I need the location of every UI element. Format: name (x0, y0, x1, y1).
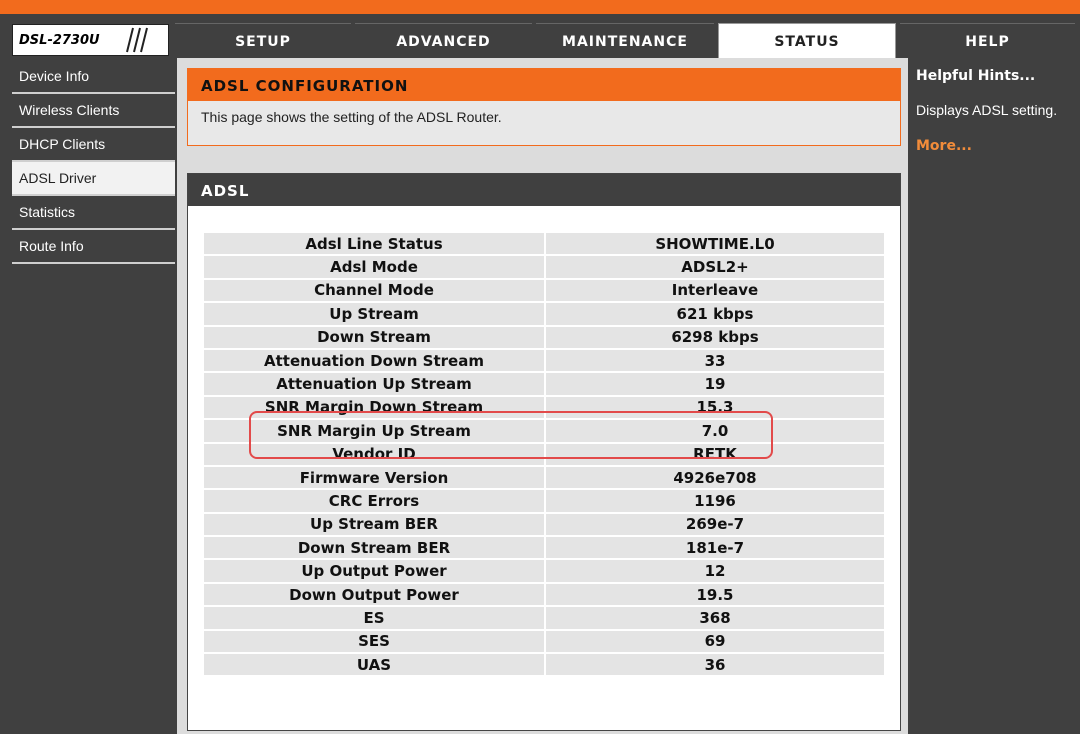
adsl-status-table (202, 231, 886, 677)
row-value: SHOWTIME.L0 (546, 233, 884, 254)
row-label: SNR Margin Down Stream (204, 397, 544, 418)
row-label: Attenuation Down Stream (204, 350, 544, 371)
row-value: 69 (546, 631, 884, 652)
adsl-status-section (187, 173, 901, 731)
row-value: 36 (546, 654, 884, 675)
row-value: 6298 kbps (546, 327, 884, 348)
hints-text: Displays ADSL setting. (916, 102, 1058, 118)
row-value: 12 (546, 560, 884, 581)
section-description: This page shows the setting of the ADSL Router. (201, 109, 502, 125)
section-title: ADSL CONFIGURATION (188, 69, 900, 101)
model-logo (12, 24, 169, 56)
row-value: Interleave (546, 280, 884, 301)
table-row (204, 560, 884, 581)
sidebar-item-wireless-clients[interactable]: Wireless Clients (12, 94, 175, 128)
row-label: Up Stream BER (204, 514, 544, 535)
row-value: 19 (546, 373, 884, 394)
slashes-icon (113, 26, 153, 54)
helpful-hints-panel (910, 58, 1078, 734)
row-label: Adsl Mode (204, 256, 544, 277)
hints-more-link[interactable]: More... (916, 138, 972, 154)
row-value: 4926e708 (546, 467, 884, 488)
row-value: 269e-7 (546, 514, 884, 535)
table-row (204, 303, 884, 324)
row-value: 19.5 (546, 584, 884, 605)
sidebar-item-dhcp-clients[interactable]: DHCP Clients (12, 128, 175, 162)
row-label: Up Stream (204, 303, 544, 324)
table-row (204, 607, 884, 628)
tab-status[interactable]: STATUS (718, 23, 896, 59)
adsl-section-title: ADSL (188, 174, 900, 206)
row-value: ADSL2+ (546, 256, 884, 277)
table-row (204, 654, 884, 675)
row-label: SNR Margin Up Stream (204, 420, 544, 441)
table-row (204, 397, 884, 418)
row-value: 33 (546, 350, 884, 371)
row-label: CRC Errors (204, 490, 544, 511)
row-value: 7.0 (546, 420, 884, 441)
row-label: Down Stream (204, 327, 544, 348)
table-row (204, 256, 884, 277)
model-name: DSL-2730U (19, 33, 100, 48)
row-label: SES (204, 631, 544, 652)
tab-help[interactable]: HELP (900, 23, 1075, 56)
table-row (204, 327, 884, 348)
table-row (204, 584, 884, 605)
table-row (204, 444, 884, 465)
table-row (204, 631, 884, 652)
row-label: Vendor ID (204, 444, 544, 465)
row-value: 368 (546, 607, 884, 628)
table-row (204, 490, 884, 511)
row-value: 181e-7 (546, 537, 884, 558)
row-label: Attenuation Up Stream (204, 373, 544, 394)
adsl-configuration-section (187, 68, 901, 146)
row-label: Adsl Line Status (204, 233, 544, 254)
main-panel (177, 58, 908, 734)
row-value: 621 kbps (546, 303, 884, 324)
row-label: Up Output Power (204, 560, 544, 581)
table-row (204, 537, 884, 558)
tab-advanced[interactable]: ADVANCED (355, 23, 532, 56)
tab-maintenance[interactable]: MAINTENANCE (536, 23, 714, 56)
row-value: RETK (546, 444, 884, 465)
hints-title: Helpful Hints... (916, 68, 1036, 84)
table-row (204, 280, 884, 301)
table-row (204, 420, 884, 441)
tab-setup[interactable]: SETUP (175, 23, 351, 56)
table-row (204, 350, 884, 371)
sidebar-item-device-info[interactable]: Device Info (12, 60, 175, 94)
row-value: 15.3 (546, 397, 884, 418)
row-label: Channel Mode (204, 280, 544, 301)
row-label: ES (204, 607, 544, 628)
table-row (204, 467, 884, 488)
top-orange-bar (0, 0, 1080, 14)
table-row (204, 233, 884, 254)
sidebar-item-route-info[interactable]: Route Info (12, 230, 175, 264)
sidebar (12, 60, 175, 264)
table-row (204, 373, 884, 394)
row-label: Down Stream BER (204, 537, 544, 558)
row-label: Firmware Version (204, 467, 544, 488)
sidebar-item-statistics[interactable]: Statistics (12, 196, 175, 230)
row-label: Down Output Power (204, 584, 544, 605)
sidebar-item-adsl-driver[interactable]: ADSL Driver (12, 162, 175, 196)
row-value: 1196 (546, 490, 884, 511)
table-row (204, 514, 884, 535)
row-label: UAS (204, 654, 544, 675)
